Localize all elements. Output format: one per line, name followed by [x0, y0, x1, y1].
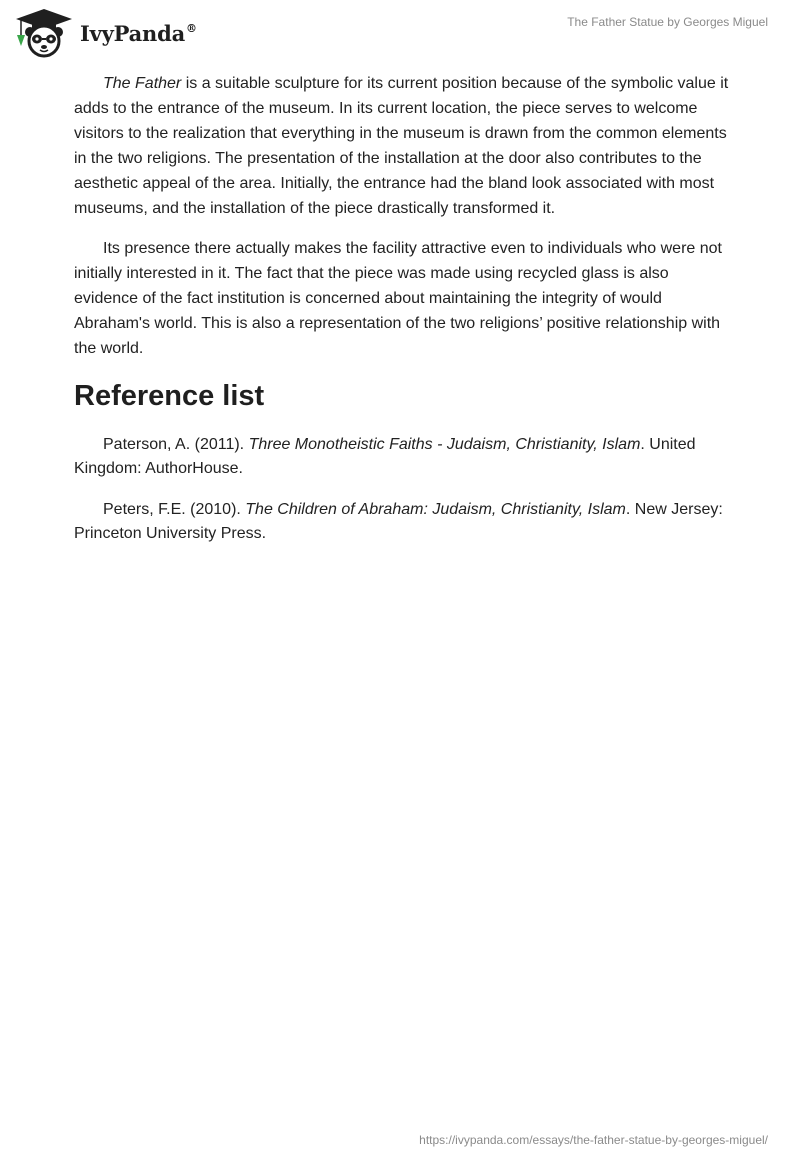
reference-publisher: . United Kingdom: AuthorHouse.	[74, 436, 696, 477]
reference-title: The Children of Abraham: Judaism, Christianity, Islam	[245, 501, 626, 518]
source-url-link[interactable]: https://ivypanda.com/essays/the-father-statue-by-georges-miguel/	[419, 1133, 768, 1147]
brand-name	[80, 21, 197, 46]
paragraph-2: Its presence there actually makes the facility attractive even to individuals who were not initially interested in it. The fact that the piece was made using recycled glass is also evidence of the fact institution is concerned about maintaining the integrity of would Abraham's world. This is also a representation of the two religions’ positive relationship with the world.	[74, 240, 722, 357]
brand-text: IvyPanda	[80, 20, 186, 46]
reference-publisher: . New Jersey: Princeton University Press.	[74, 501, 723, 542]
reference-title: Three Monotheistic Faiths - Judaism, Christianity, Islam	[248, 436, 641, 453]
essay-content	[74, 71, 734, 563]
artwork-title: The Father	[103, 75, 182, 92]
ivypanda-logo[interactable]	[16, 8, 197, 58]
document-title: The Father Statue by Georges Miguel	[567, 15, 768, 29]
page-header	[0, 0, 800, 70]
paragraph-1	[74, 71, 734, 221]
paragraph-1-text: is a suitable sculpture for its current position because of the symbolic value it adds to the entrance of the museum. In its current location, the piece serves to welcome visitors to the realization that everything in the museum is drawn from the common elements in the two religions. The presentation of the installation at the door also contributes to the aesthetic appeal of the area. Initially, the entrance had the bland look associated with most museums, and the installation of the piece drastically transformed it.	[74, 75, 729, 217]
reference-author: Paterson, A. (2011).	[103, 436, 249, 453]
registered-mark: ®	[186, 21, 197, 35]
reference-list-heading: Reference list	[74, 380, 265, 412]
panda-graduate-icon	[16, 8, 74, 58]
reference-item	[74, 498, 734, 546]
reference-author: Peters, F.E. (2010).	[103, 501, 246, 518]
reference-item	[74, 433, 734, 481]
